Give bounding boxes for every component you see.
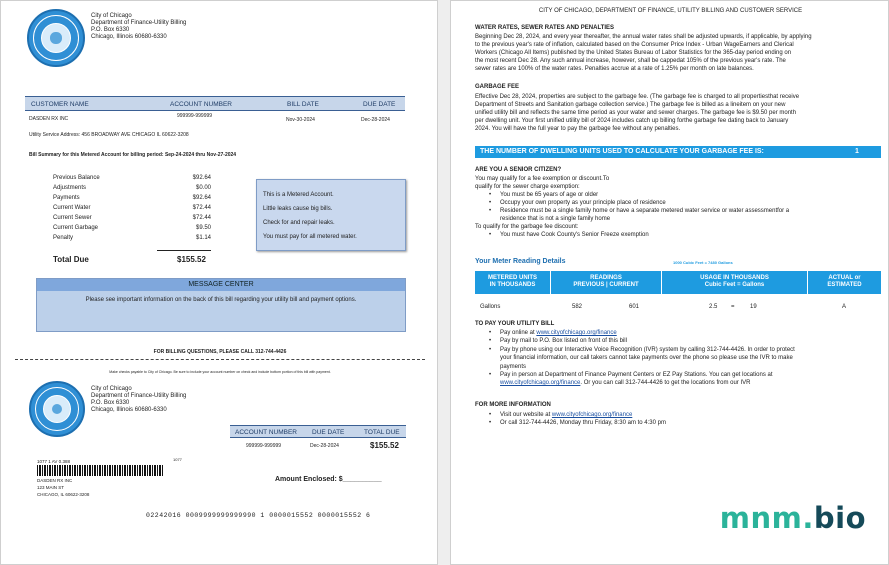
summary-value: $72.44 [192, 215, 211, 221]
pay-bill-list [475, 329, 885, 388]
bullet-continuation: www.cityofchicago.org/finance. Or you can call 312-744-4426 to get the locations from our IVR [500, 380, 751, 387]
summary-row [53, 213, 211, 223]
customer-name-value: DASDEN RX INC [29, 116, 69, 122]
mail-code-right: 1077 [173, 457, 182, 462]
bullet-item: • Pay online at www.cityofchicago.org/finance [475, 329, 885, 337]
finance-link[interactable]: www.cityofchicago.org/finance [500, 380, 581, 387]
meter-current: 601 [629, 304, 640, 310]
summary-value: $92.64 [192, 195, 211, 201]
remit-header-bar [230, 425, 406, 438]
logo-text: bio [813, 501, 866, 535]
meter-reading-title: Your Meter Reading Details [475, 258, 566, 265]
senior-citizen-title: ARE YOU A SENIOR CITIZEN? [475, 167, 562, 173]
bullet-item: • Pay in person at Department of Finance Payment Centers or EZ Pay Stations. You can get locations at [475, 371, 885, 379]
meter-previous: 582 [572, 304, 583, 310]
senior-citizen-text [475, 175, 885, 239]
amount-enclosed-field[interactable]: Amount Enclosed: $__________ [275, 476, 382, 483]
text-line: qualify for the sewer charge exemption: [475, 184, 580, 190]
meter-col-header: USAGE IN THOUSANDS Cubic Feet = Gallons [662, 271, 807, 294]
meter-col-header: METERED UNITS IN THOUSANDS [475, 271, 550, 294]
message-center-box [36, 278, 406, 332]
recipient-line: 123 MAIN ST [37, 485, 65, 490]
notice-line: Check for and repair leaks. [263, 220, 335, 226]
bullet-item: • You must have Cook County's Senior Freeze exemption [475, 231, 885, 239]
address-line: Chicago, Illinois 60680-6330 [91, 407, 167, 413]
summary-value: $9.50 [195, 225, 211, 231]
total-due-value: $155.52 [177, 255, 206, 264]
dwelling-units-label: THE NUMBER OF DWELLING UNITS USED TO CALCULATE YOUR GARBAGE FEE IS: [480, 148, 764, 155]
address-line: P.O. Box 6330 [91, 400, 130, 406]
summary-value: $1.14 [195, 235, 211, 241]
text-line: 2024. You will have the full year to pay the garbage fee without any penalties. [475, 126, 681, 132]
meter-cubic-feet: 2.5 [709, 304, 718, 310]
due-date-value: Dec-28-2024 [361, 117, 390, 123]
mnm-bio-logo [720, 501, 866, 535]
remit-address [91, 386, 186, 414]
bullet-item: • Occupy your own property as your principle place of residence [475, 199, 885, 207]
summary-label: Penalty [53, 235, 74, 241]
remit-due-date-value: Dec-28-2024 [310, 443, 339, 449]
text-line: to the previous year's rate of inflation, calculated based on the Consumer Price Index - Urban WageEarners and Clerical [475, 42, 794, 48]
summary-value: $0.00 [195, 185, 211, 191]
due-date-header: DUE DATE [363, 101, 396, 108]
meter-col-header: ACTUAL or ESTIMATED [808, 271, 881, 294]
bullet-continuation: payments [500, 363, 527, 370]
total-due-label: Total Due [53, 255, 89, 264]
finance-link[interactable]: www.cityofchicago.org/finance [551, 412, 633, 418]
city-seal-logo [29, 381, 85, 437]
recipient-address [37, 477, 89, 498]
address-line: Department of Finance-Utility Billing [91, 20, 187, 26]
summary-row [53, 223, 211, 233]
summary-label: Adjustments [53, 185, 87, 191]
summary-label: Current Garbage [53, 225, 99, 231]
meter-unit: Gallons [480, 304, 501, 310]
more-info-title: FOR MORE INFORMATION [475, 402, 551, 408]
text-line: sewer rates are 100% of the water rates. Penalties accrue at a rate of 1.25% per month on late balances. [475, 66, 754, 72]
metered-account-notice [256, 179, 406, 251]
bullet-continuation: your financial information, our call takers cannot take payments over the phone so please use the IVR to make [500, 355, 793, 362]
text-line: To qualify for the garbage fee discount: [475, 224, 579, 230]
account-number-value: 999999-999999 [177, 113, 213, 119]
text-line: per dwelling unit. Your first unified utility bill of 2024 includes catch up billing forthe garbage fee dating back to January [475, 118, 789, 124]
summary-value: $72.44 [192, 205, 211, 211]
meter-reading-table [475, 271, 881, 315]
remit-total-due-header: TOTAL DUE [364, 429, 400, 436]
logo-text: mnm. [719, 501, 814, 535]
summary-label: Payments [53, 195, 80, 201]
text-line: the most recent Dec 28. Any such annual increase, however, shall be cappedat 105% of the previous year's rate. The [475, 58, 786, 64]
payable-note: Make checks payable to City of Chicago. Be sure to include your account number on check and include bottom portion of this bill with payment. [109, 370, 331, 374]
scan-line: 02242016 0009999999999990 1 0000015552 0000015552 6 [146, 512, 371, 519]
summary-row [53, 183, 211, 193]
text-line: Effective Dec 28, 2024, properties are subject to the garbage fee. (The garbage fee is charged to all propertiesthat receive [475, 94, 800, 100]
recipient-line: DASDEN RX INC [37, 478, 73, 483]
summary-row [53, 193, 211, 203]
text-line: You may qualify for a fee exemption or discount.To [475, 176, 610, 182]
summary-label: Previous Balance [53, 175, 100, 181]
total-divider [157, 250, 211, 251]
water-rates-title: WATER RATES, SEWER RATES AND PENALTIES [475, 25, 615, 31]
message-center-text: Please see important information on the back of this bill regarding your utility bill and payment options. [85, 297, 357, 303]
pay-bill-title: TO PAY YOUR UTILITY BILL [475, 321, 555, 327]
summary-value: $92.64 [192, 175, 211, 181]
account-header-bar [25, 96, 405, 111]
remit-total-due-value: $155.52 [370, 441, 399, 450]
tear-line [15, 359, 425, 360]
meter-gallons: 19 [750, 304, 757, 310]
city-seal-logo [27, 9, 85, 67]
meter-col-header: READINGS PREVIOUS | CURRENT [551, 271, 661, 294]
customer-name-header: CUSTOMER NAME [31, 101, 89, 108]
summary-label: Current Sewer [53, 215, 92, 221]
bill-summary-title: Bill Summary for this Metered Account for billing period: Sep-24-2024 thru Nov-27-2024 [29, 152, 237, 158]
notice-line: This is a Metered Account. [263, 192, 334, 198]
summary-row [53, 233, 211, 243]
dwelling-units-bar [475, 146, 881, 158]
back-header: CITY OF CHICAGO, DEPARTMENT OF FINANCE, UTILITY BILLING AND CUSTOMER SERVICE [538, 8, 803, 14]
address-line: City of Chicago [91, 386, 132, 392]
more-info-list [475, 411, 885, 428]
text-line: Beginning Dec 28, 2024, and every year thereafter, the annual water rates shall be adjusted upwards, if applicable, by applying [475, 34, 812, 40]
mail-code: 1077 1 AV 0.388 [37, 459, 70, 464]
service-address: Utility Service Address: 456 BROADWAY AVE CHICAGO IL 60622-3208 [29, 132, 189, 138]
summary-row [53, 173, 211, 183]
address-line: City of Chicago [91, 13, 132, 19]
message-center-title: MESSAGE CENTER [37, 279, 405, 291]
bullet-item: • You must be 65 years of age or older [475, 191, 885, 199]
notice-line: You must pay for all metered water. [263, 234, 357, 240]
finance-link[interactable]: www.cityofchicago.org/finance [536, 330, 617, 336]
bullet-item: • Residence must be a single family home or have a separate metered water service or water assessmentfor a [475, 207, 885, 215]
notice-line: Little leaks cause big bills. [263, 206, 333, 212]
meter-conversion-note: 1000 Cubic Feet = 7480 Gallons [673, 260, 733, 265]
bill-date-header: BILL DATE [287, 101, 319, 108]
text-line: unified utility bill and reflects the same time period as your water and sewer charges. The garbage fee is $9.50 per month [475, 110, 797, 116]
dwelling-units-value: 1 [855, 148, 859, 155]
meter-estimated: A [842, 304, 847, 310]
summary-row [53, 203, 211, 213]
bullet-item: • Or call 312-744-4426, Monday thru Friday, 8:30 am to 4:30 pm [475, 419, 885, 427]
bill-back-page [450, 0, 889, 565]
address-line: P.O. Box 6330 [91, 27, 130, 33]
bill-summary-table [53, 173, 211, 243]
bullet-continuation: residence that is not a single family home [500, 216, 611, 222]
address-line: Chicago, Illinois 60680-6330 [91, 34, 167, 40]
text-line: Workers (Chicago All Items) published by the United States Bureau of Labor Statistics for the 365-day period ending on [475, 50, 792, 56]
postal-barcode [37, 465, 163, 476]
account-number-header: ACCOUNT NUMBER [170, 101, 232, 108]
water-rates-text [475, 33, 885, 73]
summary-label: Current Water [53, 205, 91, 211]
bill-front-page [0, 0, 438, 565]
remit-due-date-header: DUE DATE [312, 429, 345, 436]
bullet-item: • Pay by mail to P.O. Box listed on front of this bill [475, 337, 885, 345]
remit-account-value: 999999-999999 [246, 443, 282, 449]
remit-account-header: ACCOUNT NUMBER [235, 429, 297, 436]
bullet-item: • Visit our website at www.cityofchicago.org/finance [475, 411, 885, 419]
sender-address [91, 13, 186, 41]
garbage-fee-text [475, 93, 885, 133]
bullet-item: • Pay by phone using our Interactive Voice Recognition (IVR) system by calling 312-744-4426. In order to protect [475, 346, 885, 354]
garbage-fee-title: GARBAGE FEE [475, 84, 520, 90]
bill-date-value: Nov-30-2024 [286, 117, 315, 123]
recipient-line: CHICAGO, IL 60622-3208 [37, 492, 90, 497]
text-line: Department of Streets and Sanitation garbage collection service.) The garbage fee is billed as a lineitem on your new [475, 102, 786, 108]
meter-equals: = [731, 304, 735, 310]
address-line: Department of Finance-Utility Billing [91, 393, 187, 399]
billing-questions-phone: FOR BILLING QUESTIONS, PLEASE CALL 312-744-4426 [153, 349, 287, 355]
